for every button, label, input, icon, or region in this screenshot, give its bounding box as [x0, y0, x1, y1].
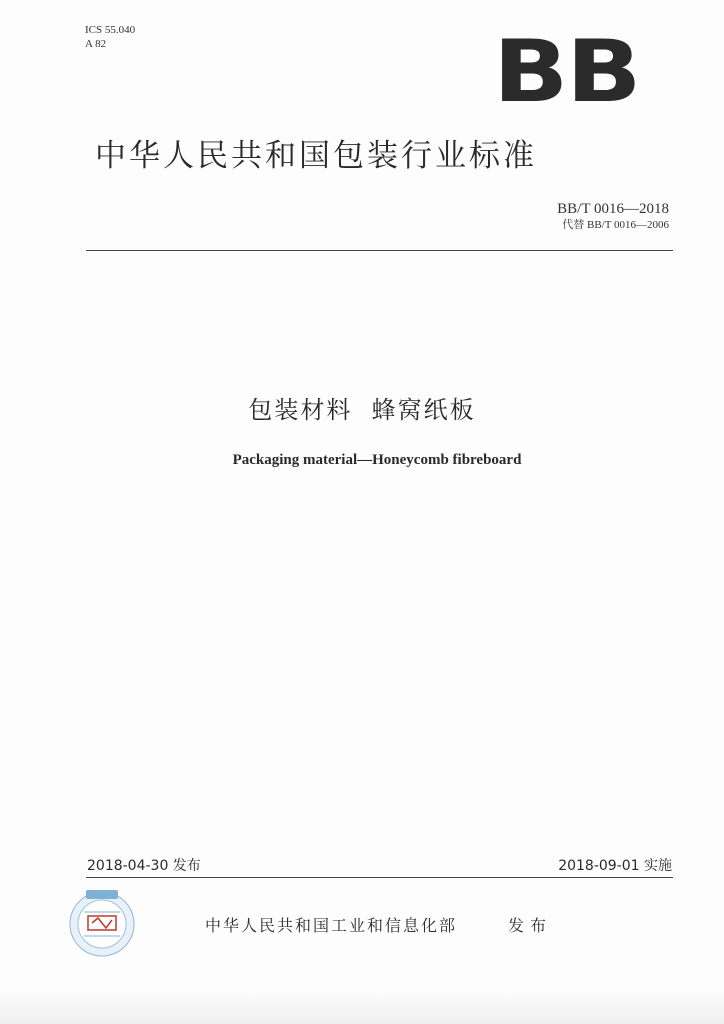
- footer-divider: [86, 877, 673, 878]
- ccs-code: A 82: [85, 38, 107, 50]
- standard-category-title: 中华人民共和国包装行业标准: [95, 138, 537, 174]
- certification-stamp-icon: [66, 886, 138, 958]
- classification-codes: [85, 23, 135, 51]
- bb-logo: [493, 22, 640, 122]
- scan-edge-shade: [0, 990, 724, 1024]
- standard-number: BB/T 0016—2018: [557, 201, 669, 217]
- document-title-english: Packaging material—Honeycomb fibreboard: [232, 452, 522, 468]
- replaces-standard: 代替 BB/T 0016—2006: [562, 219, 669, 231]
- issuing-authority: 中华人民共和国工业和信息化部: [205, 916, 458, 935]
- header-divider: [86, 250, 673, 251]
- issuing-action: 发布: [508, 916, 553, 935]
- implementation-date: 2018-09-01 实施: [558, 858, 672, 874]
- issue-date: 2018-04-30 发布: [87, 858, 201, 874]
- ics-code: ICS 55.040: [85, 24, 136, 36]
- bb-logo-text: BB: [493, 22, 640, 122]
- standard-number-block: [557, 200, 669, 232]
- document-title-chinese: 包装材料 蜂窝纸板: [248, 396, 476, 424]
